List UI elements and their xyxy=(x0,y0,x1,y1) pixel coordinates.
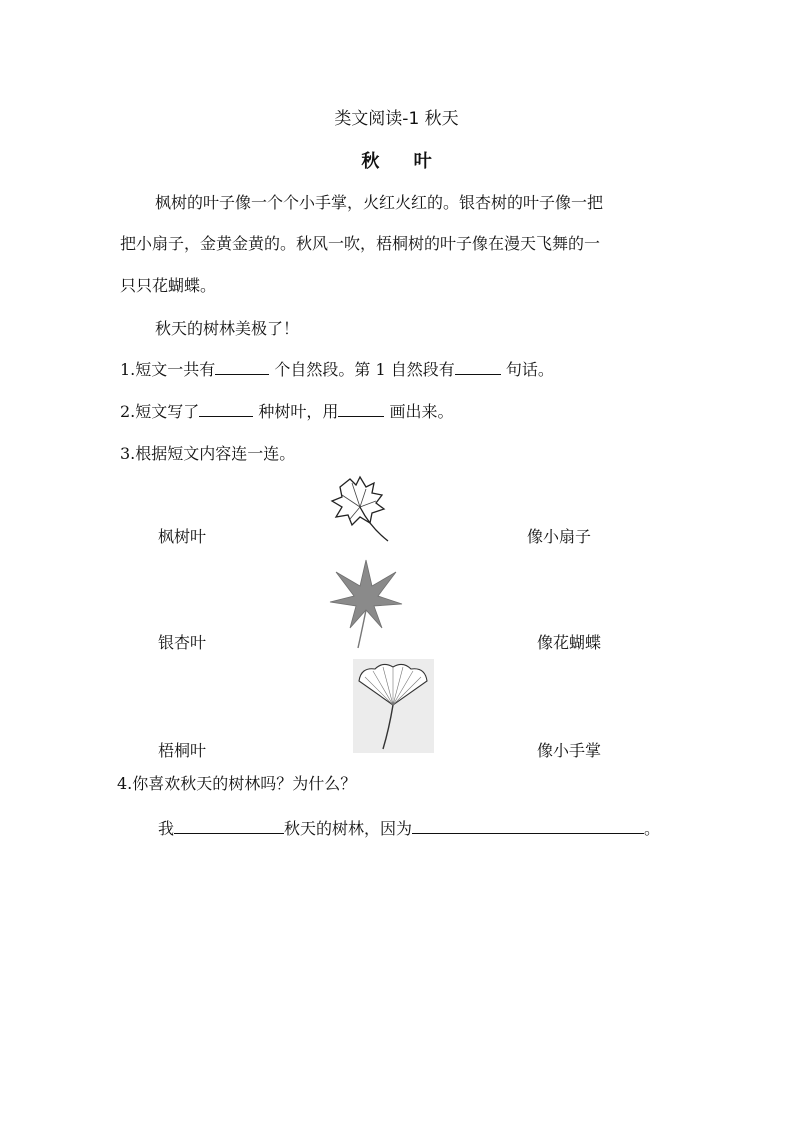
match-left-3[interactable]: 梧桐叶 xyxy=(158,741,207,760)
answer-blank-mark-symbol[interactable] xyxy=(338,400,384,417)
match-right-2[interactable]: 像花蝴蝶 xyxy=(537,633,602,652)
passage-line-2: 把小扇子，金黄金黄的。秋风一吹，梧桐树的叶子像在漫天飞舞的一 xyxy=(120,234,601,253)
match-left-2[interactable]: 银杏叶 xyxy=(158,633,207,652)
question-4-part-a: 我 xyxy=(158,819,175,838)
answer-blank-like[interactable] xyxy=(174,817,284,834)
question-4-part-b: 秋天的树林，因为 xyxy=(284,819,413,838)
ginkgo-leaf-image xyxy=(353,659,434,753)
answer-blank-reason[interactable] xyxy=(412,817,644,834)
question-1-part-c: 句话。 xyxy=(505,360,554,379)
answer-blank-leaf-count[interactable] xyxy=(199,400,253,417)
passage-line-1: 枫树的叶子像一个个小手掌，火红火红的。银杏树的叶子像一把 xyxy=(155,193,604,212)
ginkgo-leaf-icon xyxy=(353,659,434,753)
question-4-part-c: 。 xyxy=(644,819,661,838)
passage-title: 秋 叶 xyxy=(361,151,446,172)
match-right-3[interactable]: 像小手掌 xyxy=(537,741,602,760)
question-1-part-b: 个自然段。第 1 自然段有 xyxy=(274,360,455,379)
match-right-1[interactable]: 像小扇子 xyxy=(527,527,592,546)
question-4: 4.你喜欢秋天的树林吗？为什么？ xyxy=(117,774,357,793)
answer-blank-paragraph-count[interactable] xyxy=(215,358,269,375)
passage-line-4: 秋天的树林美极了！ xyxy=(155,319,300,338)
question-3: 3.根据短文内容连一连。 xyxy=(120,444,296,463)
question-4-answer-line xyxy=(158,816,660,839)
answer-blank-sentence-count[interactable] xyxy=(455,358,501,375)
passage-line-3: 只只花蝴蝶。 xyxy=(120,276,217,295)
page-title: 类文阅读-1 秋天 xyxy=(334,109,459,129)
question-1 xyxy=(120,357,554,380)
question-1-part-a: 1.短文一共有 xyxy=(120,360,216,379)
match-left-1[interactable]: 枫树叶 xyxy=(158,527,207,546)
question-2 xyxy=(120,399,454,422)
question-2-part-b: 种树叶，用 xyxy=(258,402,339,421)
question-2-part-a: 2.短文写了 xyxy=(120,402,200,421)
maple-leaf-gray-icon xyxy=(328,558,404,650)
question-2-part-c: 画出来。 xyxy=(389,402,454,421)
maple-leaf-outline-icon xyxy=(330,475,392,543)
